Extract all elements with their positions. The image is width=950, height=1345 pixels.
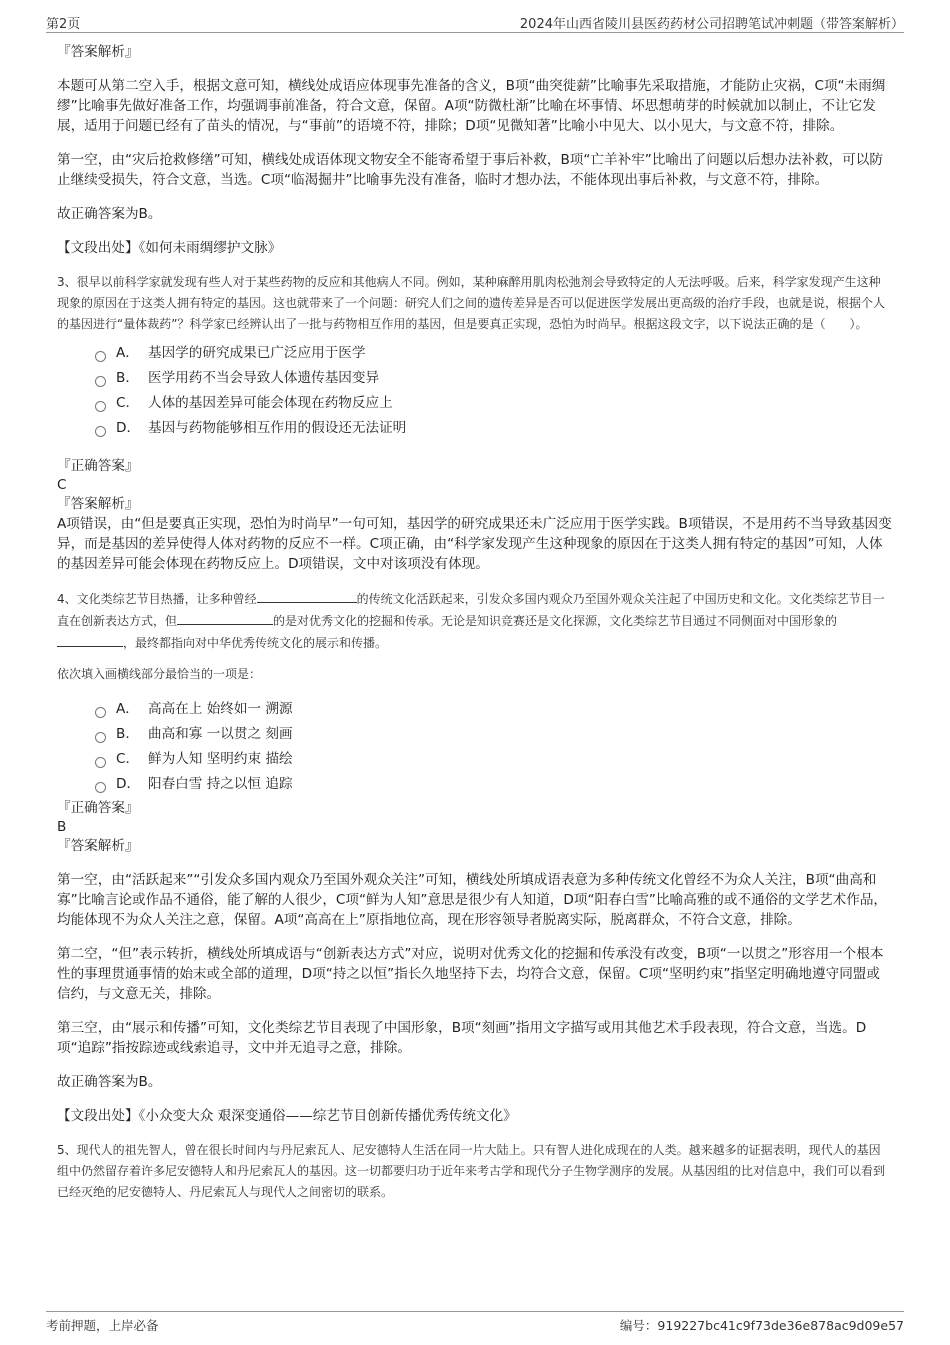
footer-slogan: 考前押题，上岸必备	[46, 1318, 159, 1333]
option-text: 鲜为人知 坚明约束 描绘	[148, 751, 293, 767]
q2-analysis-label: 『答案解析』	[57, 44, 139, 60]
radio-icon[interactable]	[95, 782, 106, 793]
q4-correct-answer: B	[57, 819, 67, 835]
option-letter: B．	[116, 370, 139, 386]
option-letter: D．	[116, 420, 141, 436]
q3-correct-label: 『正确答案』	[57, 458, 139, 474]
q4-analysis-paragraph-3: 第三空，由“展示和传播”可知，文化类综艺节目表现了中国形象，B项“刻画”指用文字描写或用其他艺术手段表现，符合文意，当选。D项“追踪”指按踪迹或线索追寻，文中并无追寻之意，排除。	[57, 1020, 867, 1056]
page-number: 第2页	[46, 17, 81, 32]
q3-stem: 3、很早以前科学家就发现有些人对于某些药物的反应和其他病人不同。例如，某种麻醉用肌肉松弛剂会导致特定的人无法呼吸。后来，科学家发现产生这种现象的原因在于这类人拥有特定的基因。这也就带来了一个问题：研究人们之间的遗传差异是否可以促进医学发展出更高级的治疗手段，也就是说，根据个人的基因进行“量体裁药”？科学家已经辨认出了一批与药物相互作用的基因，但是要真正实现，恐怕为时尚早。根据这段文字，以下说法正确的是（ ）。	[57, 275, 886, 331]
q4-analysis-paragraph-2: 第二空，“但”表示转折，横线处所填成语与“创新表达方式”对应，说明对优秀文化的挖掘和传承没有改变，B项“一以贯之”形容用一个根本性的事理贯通事情的始末或全部的道理，D项“持之以恒”指长久地坚持下去，均符合文意，保留。C项“坚明约束”指坚定明确地遵守同盟或信约，与文意无关，排除。	[57, 946, 884, 1002]
q3-option-b[interactable]	[95, 368, 892, 388]
q2-conclusion: 故正确答案为B。	[57, 206, 162, 222]
q4-option-c[interactable]	[95, 749, 892, 769]
option-letter: A．	[116, 701, 139, 717]
footer-code	[620, 1316, 904, 1334]
option-letter: D．	[116, 776, 141, 792]
q4-stem-part-2: 的传统文化活跃起来，引发众多国内观众乃至国外观众关注起了中国历史和文化。文化类综艺节目一直在创新表达方式，但	[57, 592, 885, 628]
q4-stem-part-4: ，最终都指向对中华优秀传统文化的展示和传播。	[123, 636, 388, 650]
option-text: 人体的基因差异可能会体现在药物反应上	[148, 395, 393, 411]
q2-analysis-paragraph-2: 第一空，由“灾后抢救修缮”可知，横线处成语体现文物安全不能寄希望于事后补救，B项“亡羊补牢”比喻出了问题以后想办法补救，可以防止继续受损失，符合文意，当选。C项“临渴掘井”比喻事先没有准备，临时才想办法，不能体现出事后补救，与文意不符，排除。	[57, 152, 883, 188]
q3-option-a[interactable]	[95, 343, 892, 363]
radio-icon[interactable]	[95, 351, 106, 362]
q4-correct-label: 『正确答案』	[57, 800, 139, 816]
radio-icon[interactable]	[95, 707, 106, 718]
option-text: 阳春白雪 持之以恒 追踪	[148, 776, 293, 792]
q4-analysis-paragraph-1: 第一空，由“活跃起来”“引发众多国内观众乃至国外观众关注”可知，横线处所填成语表意为多种传统文化曾经不为众人关注，B项“曲高和寡”比喻言论或作品不通俗，能了解的人很少，C项“鲜为人知”意思是很少有人知道，D项“阳春白雪”比喻高雅的或不通俗的文学艺术作品，均能体现不为众人关注之意，保留。A项“高高在上”原指地位高，现在形容领导者脱离实际，脱离群众，不符合文意，排除。	[57, 872, 888, 928]
radio-icon[interactable]	[95, 732, 106, 743]
q3-option-d[interactable]	[95, 418, 892, 438]
q3-option-c[interactable]	[95, 393, 892, 413]
option-text: 基因学的研究成果已广泛应用于医学	[148, 345, 366, 361]
blank-3	[57, 632, 123, 647]
q4-analysis-label: 『答案解析』	[57, 838, 139, 854]
q5-stem: 5、现代人的祖先智人，曾在很长时间内与丹尼索瓦人、尼安德特人生活在同一片大陆上。只有智人进化成现在的人类。越来越多的证据表明，现代人的基因组中仍然留存着许多尼安德特人和丹尼索瓦人的基因。这一切都要归功于近年来考古学和现代分子生物学测序的发展。从基因组的比对信息中，我们可以看到已经灭绝的尼安德特人、丹尼索瓦人与现代人之间密切的联系。	[57, 1143, 886, 1199]
radio-icon[interactable]	[95, 401, 106, 412]
page-header	[46, 10, 904, 33]
option-text: 高高在上 始终如一 溯源	[148, 701, 293, 717]
q2-source: 【文段出处】《如何未雨绸缪护文脉》	[57, 240, 282, 256]
q4-option-a[interactable]	[95, 699, 892, 719]
radio-icon[interactable]	[95, 376, 106, 387]
option-letter: C．	[116, 751, 140, 767]
q4-stem	[57, 588, 892, 654]
document-title: 2024年山西省陵川县医药药材公司招聘笔试冲刺题（带答案解析）	[519, 17, 904, 32]
footer-code-label: 编号：	[619, 1318, 658, 1333]
radio-icon[interactable]	[95, 426, 106, 437]
blank-1	[257, 588, 357, 603]
q2-analysis-paragraph-1: 本题可从第二空入手，根据文意可知，横线处成语应体现事先准备的含义，B项“曲突徙薪”比喻事先采取措施，才能防止灾祸，C项“未雨绸缪”比喻事先做好准备工作，均强调事前准备，符合文意，保留。A项“防微杜渐”比喻在坏事情、坏思想萌芽的时候就加以制止，不让它发展，适用于问题已经有了苗头的情况，与“事前”的语境不符，排除；D项“见微知著”比喻小中见大、以小见大，与文意不符，排除。	[57, 78, 886, 134]
q4-option-d[interactable]	[95, 774, 892, 794]
option-letter: A．	[116, 345, 139, 361]
q4-conclusion: 故正确答案为B。	[57, 1074, 162, 1090]
radio-icon[interactable]	[95, 757, 106, 768]
blank-2	[177, 610, 273, 625]
option-text: 医学用药不当会导致人体遗传基因变异	[148, 370, 380, 386]
page-footer	[46, 1311, 904, 1336]
footer-code-value: 919227bc41c9f73de36e878ac9d09e57	[657, 1318, 904, 1333]
q3-correct-answer: C	[57, 477, 67, 493]
option-text: 基因与药物能够相互作用的假设还无法证明	[148, 420, 407, 436]
q4-source: 【文段出处】《小众变大众 艰深变通俗——综艺节目创新传播优秀传统文化》	[57, 1108, 517, 1124]
page-content	[57, 42, 892, 1203]
q4-option-b[interactable]	[95, 724, 892, 744]
option-letter: B．	[116, 726, 139, 742]
q3-analysis-label: 『答案解析』	[57, 496, 139, 512]
q4-stem-part-3: 的是对优秀文化的挖掘和传承。无论是知识竞赛还是文化探源，文化类综艺节目通过不同侧面对中国形象的	[273, 614, 838, 628]
option-letter: C．	[116, 395, 140, 411]
option-text: 曲高和寡 一以贯之 刻画	[148, 726, 293, 742]
q4-stem-part-1: 4、文化类综艺节目热播，让多种曾经	[57, 592, 257, 606]
q4-prompt: 依次填入画横线部分最恰当的一项是：	[57, 667, 262, 681]
q3-analysis: A项错误，由“但是要真正实现，恐怕为时尚早”一句可知，基因学的研究成果还未广泛应用于医学实践。B项错误，不是用药不当导致基因变异，而是基因的差异使得人体对药物的反应不一样。C项正确，由“科学家发现产生这种现象的原因在于这类人拥有特定的基因”可知，人体的基因差异可能会体现在药物反应上。D项错误，文中对该项没有体现。	[57, 516, 892, 572]
